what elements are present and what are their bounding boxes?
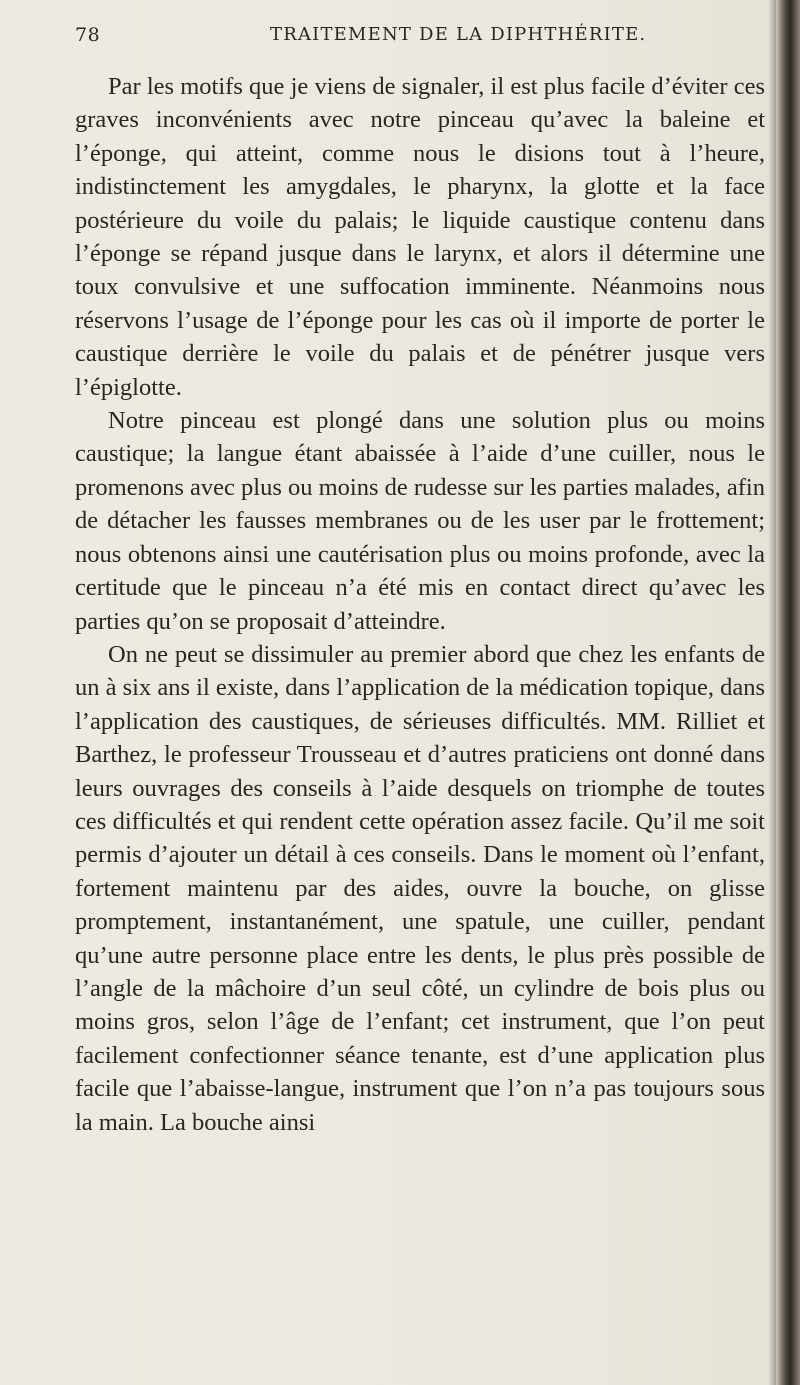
- running-title: TRAITEMENT DE LA DIPHTHÉRITE.: [270, 24, 647, 45]
- body-text: [75, 70, 765, 1139]
- paragraph-1: Par les motifs que je viens de signaler, il est plus facile d’éviter ces graves inconvénients avec notre pinceau qu’avec la baleine et l’éponge, qui atteint, comme nous le disions tout à l’heure, indistinctement les amygdales, le pharynx, la glotte et la face postérieure du voile du palais; le liquide caustique contenu dans l’éponge se répand jusque dans le larynx, et alors il détermine une toux convulsive et une suffocation imminente. Néanmoins nous réservons l’usage de l’éponge pour les cas où il importe de porter le caustique derrière le voile du palais et de pénétrer jusque vers l’épiglotte.: [75, 73, 765, 401]
- running-header: [75, 24, 765, 54]
- paragraph-3: On ne peut se dissimuler au premier abord que chez les enfants de un à six ans il existe, dans l’application de la médication topique, dans l’application des caustiques, de sérieuses difficultés. MM. Rilliet et Barthez, le professeur Trousseau et d’autres praticiens ont donné dans leurs ouvrages des conseils à l’aide desquels on triomphe de toutes ces difficultés et qui rendent cette opération assez facile. Qu’il me soit permis d’ajouter un détail à ces conseils. Dans le moment où l’enfant, fortement maintenu par des aides, ouvre la bouche, on glisse promptement, instantanément, une spatule, une cuiller, pendant qu’une autre personne place entre les dents, le plus près possible de l’angle de la mâchoire d’un seul côté, un cylindre de bois plus ou moins gros, selon l’âge de l’enfant; cet instrument, que l’on peut facilement confectionner séance tenante, est d’une application plus facile que l’abaisse-langue, instrument que l’on n’a pas toujours sous la main. La bouche ainsi: [75, 640, 765, 1136]
- paragraph-2: Notre pinceau est plongé dans une solution plus ou moins caustique; la langue étant abaissée à l’aide d’une cuiller, nous le promenons avec plus ou moins de rudesse sur les parties malades, afin de détacher les fausses membranes ou de les user par le frottement; nous obtenons ainsi une cautérisation plus ou moins profonde, avec la certitude que le pinceau n’a été mis en contact direct qu’avec les parties qu’on se proposait d’atteindre.: [75, 407, 765, 635]
- page-number: 78: [75, 24, 101, 46]
- page-gutter-shadow: [768, 0, 776, 1385]
- book-spine-edge: [776, 0, 800, 1385]
